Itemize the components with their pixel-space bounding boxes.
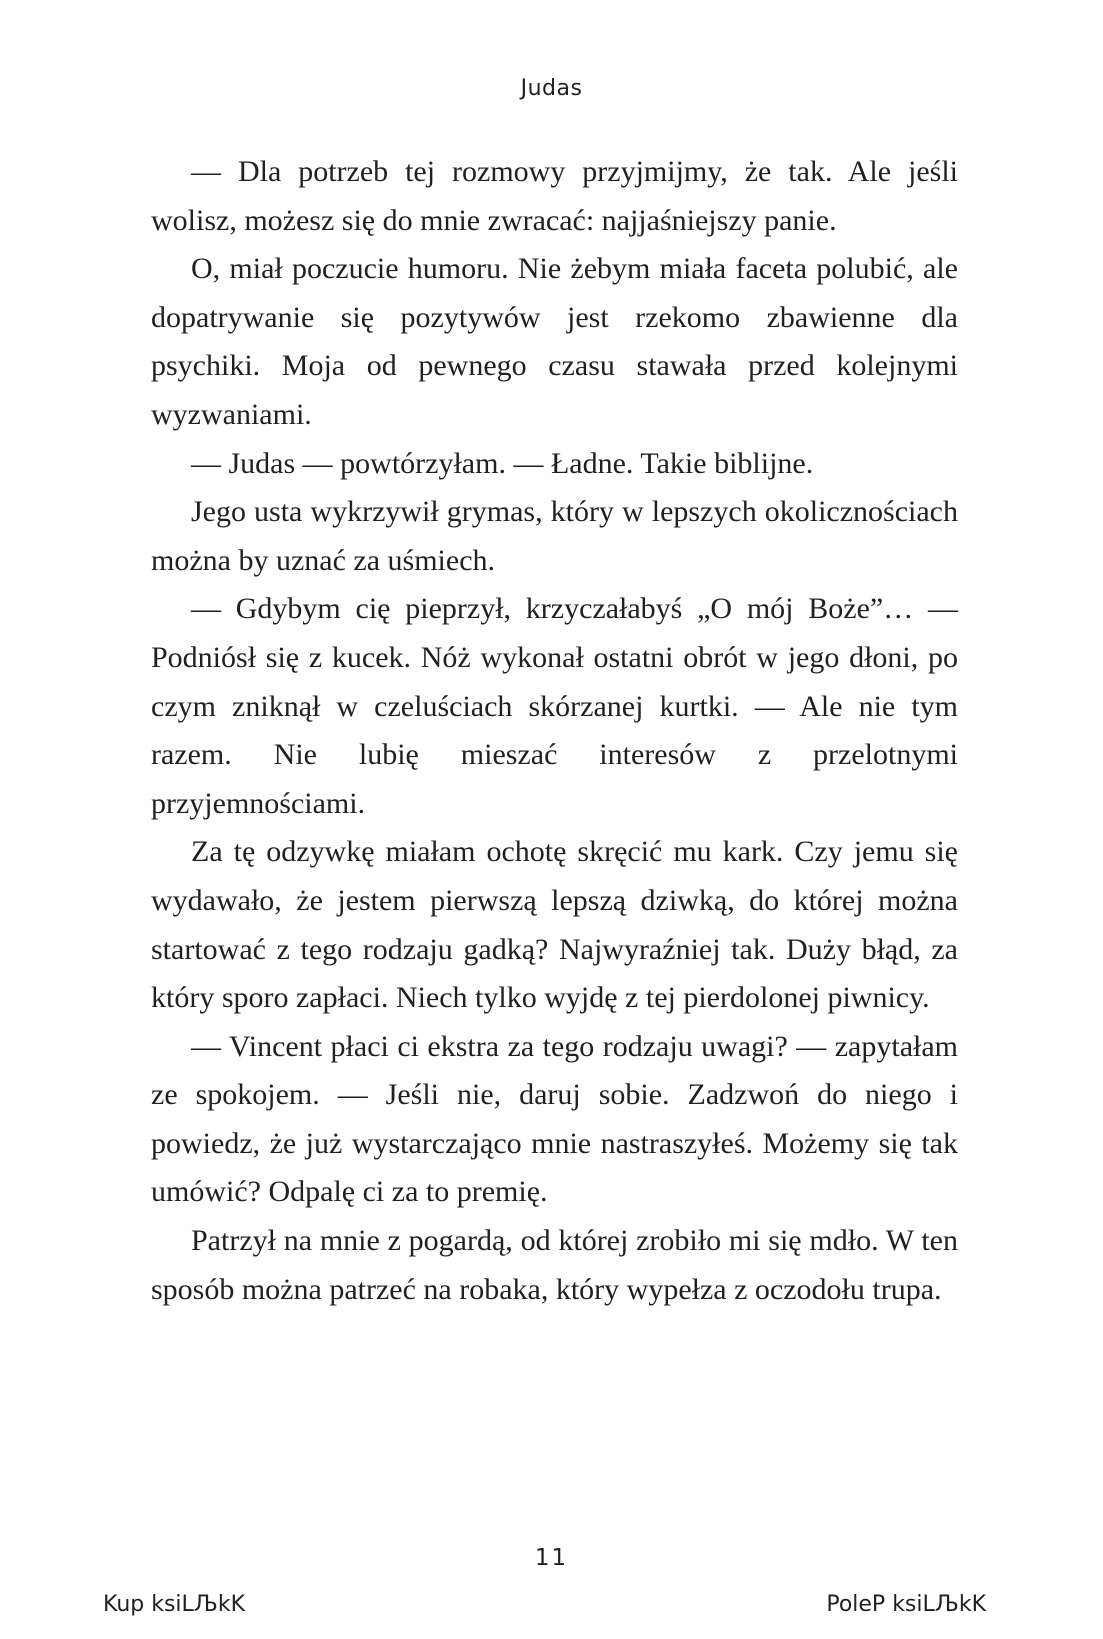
- paragraph: — Gdybym cię pieprzył, krzyczałabyś „O mój Boże”… — Podniósł się z kucek. Nóż wykonał ostatni obrót w jego dłoni, po czym zniknął w czeluściach skórzanej kurtki. — Ale nie tym razem. Nie lubię mieszać interesów z przelotnymi przyjemnościami.: [151, 592, 958, 820]
- running-title: Judas: [520, 76, 583, 101]
- body-text: [151, 148, 958, 1314]
- recommend-book-link[interactable]: PoleP ksiLЉkK: [826, 1592, 986, 1617]
- paragraph: O, miał poczucie humoru. Nie żebym miała faceta polubić, ale dopatrywanie się pozytywów jest rzekomo zbawienne dla psychiki. Moja od pewnego czasu stawała przed kolejnymi wyzwaniami.: [151, 252, 958, 431]
- paragraph: Jego usta wykrzywił grymas, który w lepszych okolicznościach można by uznać za uśmiech.: [151, 495, 958, 577]
- page-number: 11: [534, 1545, 569, 1571]
- paragraph: Patrzył na mnie z pogardą, od której zrobiło mi się mdło. W ten sposób można patrzeć na robaka, który wypełza z oczodołu trupa.: [151, 1224, 958, 1306]
- paragraph: — Dla potrzeb tej rozmowy przyjmijmy, że tak. Ale jeśli wolisz, możesz się do mnie zwracać: najjaśniejszy panie.: [151, 155, 958, 237]
- paragraph: Za tę odzywkę miałam ochotę skręcić mu kark. Czy jemu się wydawało, że jestem pierwszą lepszą dziwką, do której można startować z tego rodzaju gadką? Najwyraźniej tak. Duży błąd, za który sporo zapłaci. Niech tylko wyjdę z tej pierdolonej piwnicy.: [151, 835, 958, 1015]
- paragraph: — Judas — powtórzyłam. — Ładne. Takie biblijne.: [191, 446, 814, 480]
- buy-book-link[interactable]: Kup ksiLЉkK: [103, 1592, 246, 1617]
- paragraph: — Vincent płaci ci ekstra za tego rodzaju uwagi? — zapytałam ze spokojem. — Jeśli nie, daruj sobie. Zadzwoń do niego i powiedz, że już wystarczająco mnie nastraszyłeś. Możemy się tak umówić? Odpalę ci za to premię.: [151, 1029, 958, 1209]
